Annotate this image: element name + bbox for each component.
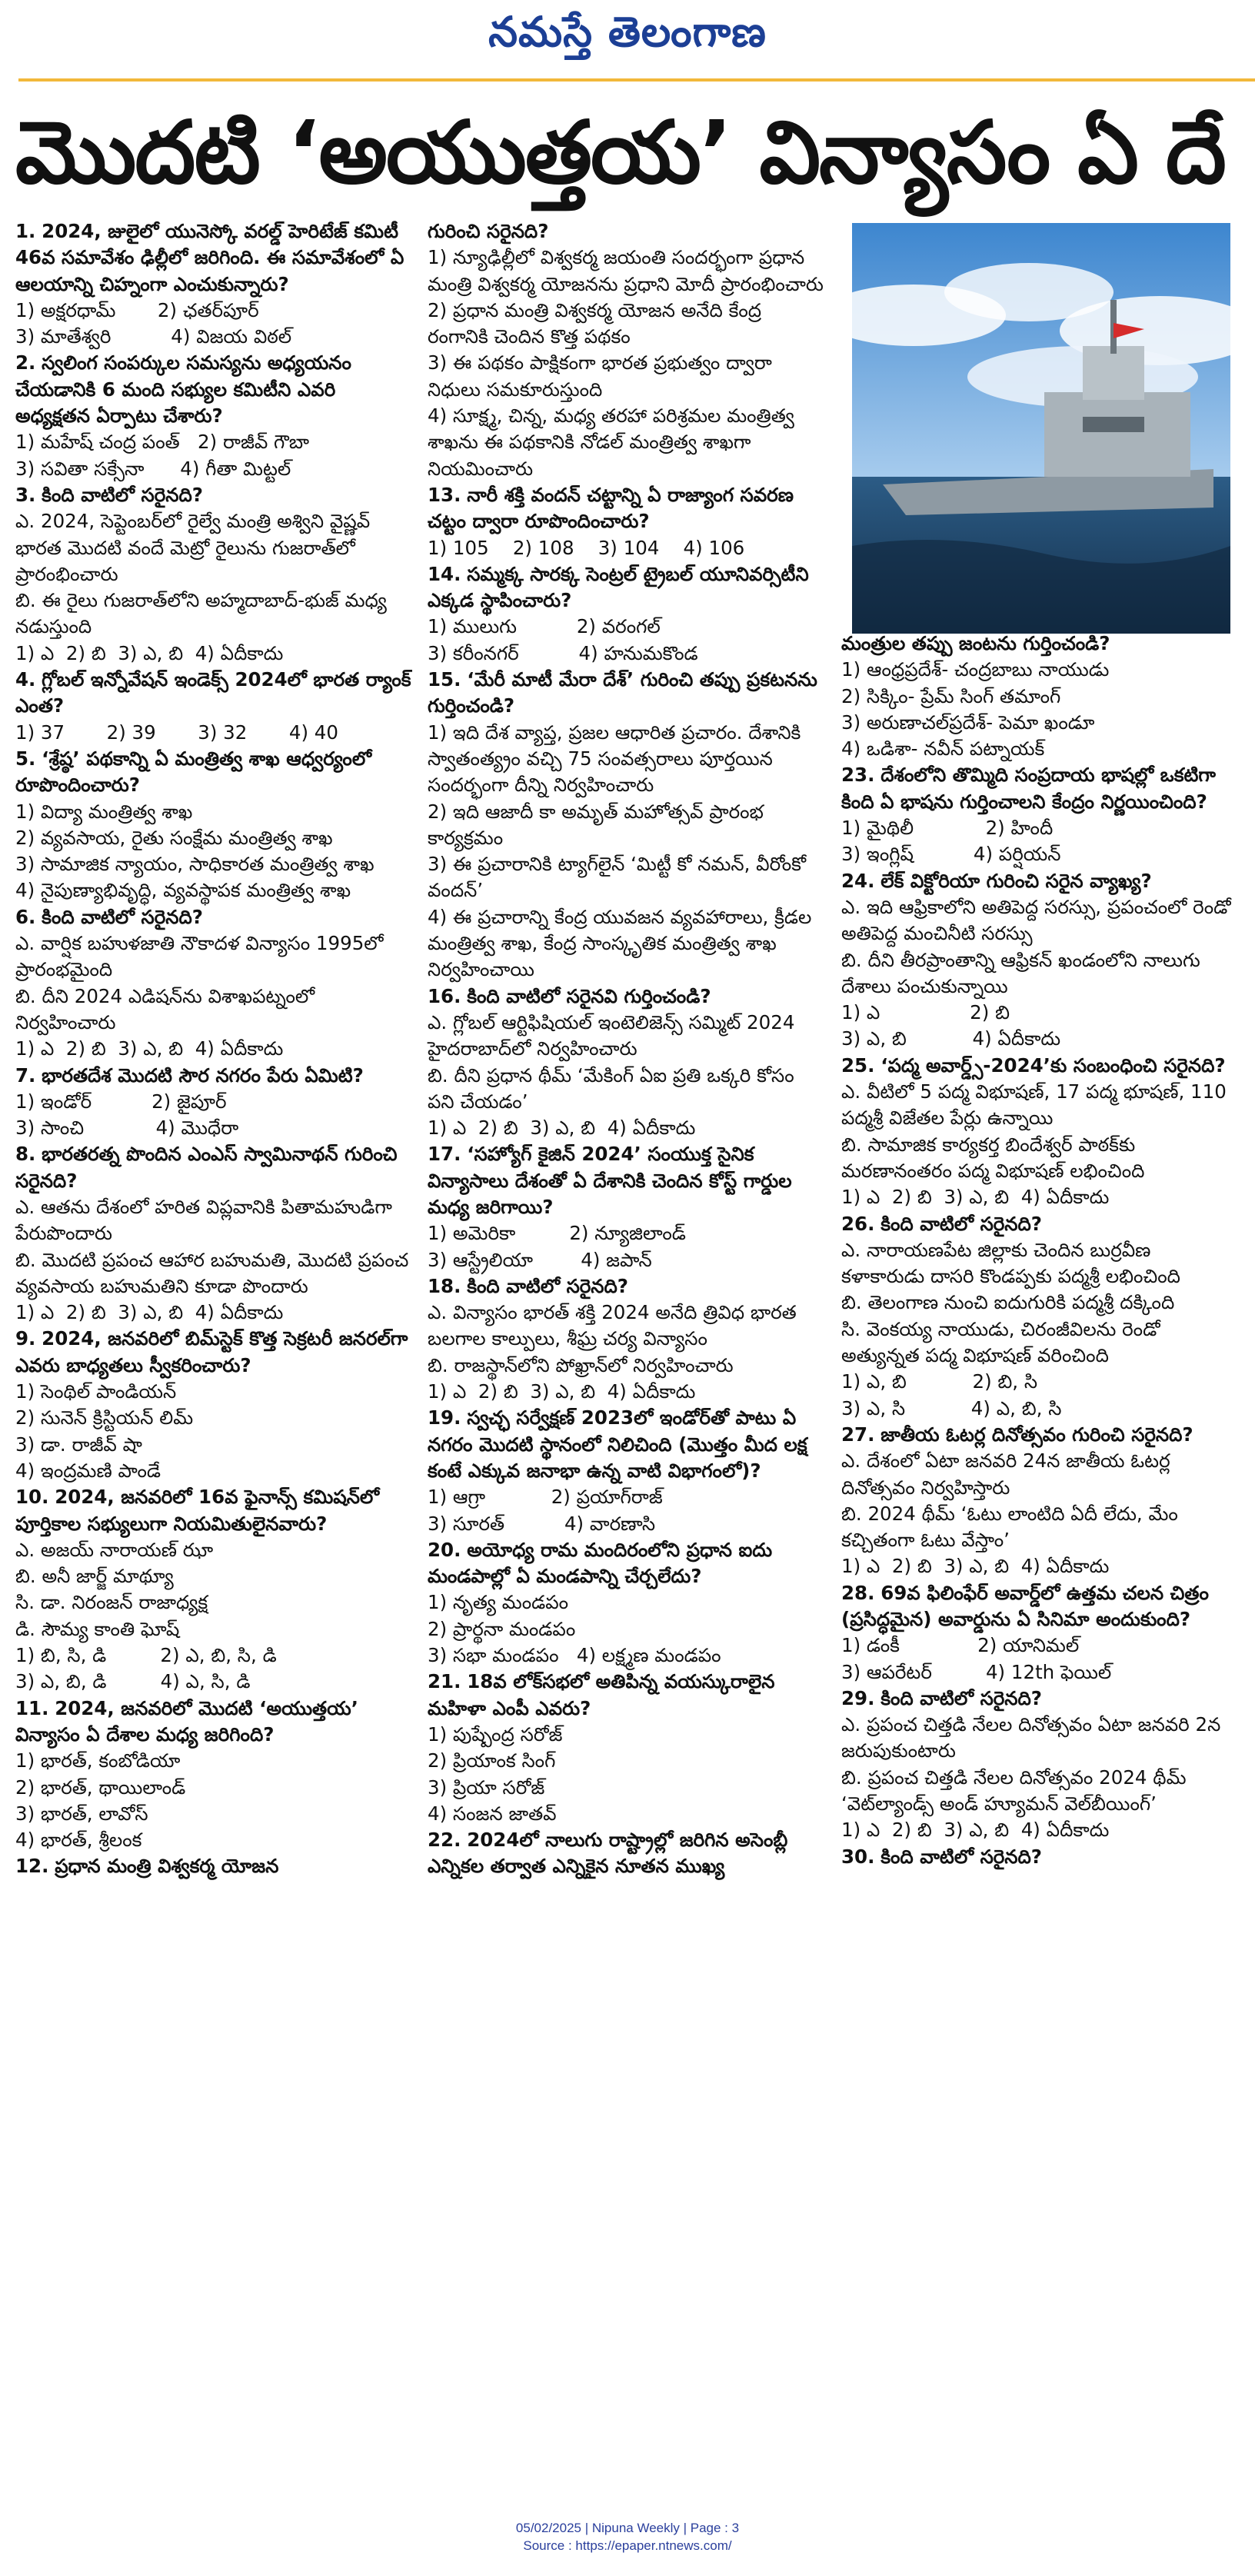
answer-option: ఎ. నారాయణపేట జిల్లాకు చెందిన బుర్రవీణ కళాకారుడు దాసరి కొండప్పకు పద్మశ్రీ లభించింది [841, 1238, 1180, 1288]
answer-option: 3) సాంచి 4) మొధేరా [15, 1117, 239, 1140]
answer-option: సి. వెంకయ్య నాయుడు, చిరంజీవిలను రెండో అత్యున్నత పద్మ విభూషణ్ వరించింది [841, 1317, 1167, 1367]
question-item [15, 1141, 415, 1326]
question-number: 13. [428, 483, 461, 506]
question-number: 19. [428, 1406, 461, 1429]
answer-option: 3) అరుణాచల్‌ప్రదేశ్- పెమా ఖండూ [841, 711, 1095, 734]
ship-photo-svg [852, 223, 1230, 634]
answer-option: 4) ఈ ప్రచారాన్ని కేంద్ర యువజన వ్యవహారాలు, క్రీడల మంత్రిత్వ శాఖ, కేంద్ర సాంస్కృతిక మంత్రిత్వ శాఖ నిర్వహించాయి [428, 905, 818, 981]
answer-option: 3) ఇంగ్లిష్ 4) పర్షియన్ [841, 843, 1061, 866]
answer-option: 1) నృత్య మండపం [428, 1591, 569, 1614]
answer-option: 2) ప్రార్థనా మండపం [428, 1617, 576, 1640]
answer-option: 1) మహేష్ చంద్ర పంత్ 2) రాజీవ్ గౌబా [15, 431, 310, 454]
answer-option: 3) భారత్, లావోస్ [15, 1802, 148, 1825]
question-stem: కింది వాటిలో సరైనది? [880, 1686, 1043, 1709]
answer-option: 4) ఒడిశా- నవీన్ పట్నాయక్ [841, 737, 1045, 760]
question-number: 20. [428, 1538, 461, 1561]
question-text [15, 667, 412, 720]
question-stem: ‘శ్రేష్ఠ’ పథకాన్ని ఏ మంత్రిత్వ శాఖ ఆధ్వర్యంలో రూపొందించారు? [15, 747, 372, 797]
answer-option: 3) ఈ ప్రచారానికి ట్యాగ్‌లైన్ ‘మిట్టీ కో నమన్, వీరోంకో వందన్’ [428, 853, 812, 902]
question-stem: కింది వాటిలో సరైనవి గుర్తించండి? [467, 984, 711, 1007]
question-item [15, 1326, 412, 1484]
question-stem: కింది వాటిలో సరైనది? [880, 1845, 1043, 1868]
question-number: 3. [15, 483, 36, 506]
question-stem: 18వ లోక్‌సభలో అతిపిన్న వయస్కురాలైన మహిళా ఎంపీ ఎవరు? [428, 1670, 775, 1719]
question-number: 2. [15, 351, 36, 374]
answer-option: 1) ఎ 2) బి 3) ఎ, బి 4) ఏదీకాదు [428, 1380, 696, 1403]
answer-option: 4) నైపుణ్యాభివృద్ధి, వ్యవస్థాపక మంత్రిత్వ శాఖ [15, 879, 351, 902]
answer-option: బి. దీని ప్రధాన థీమ్ ‘మేకింగ్ ఏఐ ప్రతి ఒక్కరి కోసం పని చేయడం’ [428, 1063, 801, 1113]
answer-option: 1) ఎ 2) బి 3) ఎ, బి 4) ఏదీకాదు [428, 1117, 696, 1140]
question-number: 4. [15, 668, 36, 691]
question-text [428, 1537, 824, 1590]
question-number: 23. [841, 764, 875, 787]
answer-option: ఎ. అజయ్ నారాయణ్ ఝా [15, 1538, 214, 1561]
answer-option: 3) ఎ, బి, డి 4) ఎ, సి, డి [15, 1670, 251, 1693]
question-stem: గురించి సరైనది? [428, 220, 549, 242]
question-item [841, 868, 1237, 1053]
question-column-middle [428, 218, 824, 2494]
answer-option: ఎ. గ్లోబల్ ఆర్టిఫిషియల్ ఇంటెలిజెన్స్ సమ్మిట్ 2024 హైదరాబాద్‌లో నిర్వహించారు [428, 1010, 801, 1060]
answer-option: 1) సెంథిల్ పాండియన్ [15, 1380, 177, 1403]
answer-option: 1) బి, సి, డి 2) ఎ, బి, సి, డి [15, 1644, 277, 1667]
answer-option: 3) ఆస్ట్రేలియా 4) జపాన్ [428, 1248, 652, 1271]
question-column-left [15, 218, 415, 2494]
question-text [428, 667, 824, 720]
question-item [15, 1484, 412, 1695]
question-text [15, 904, 412, 930]
answer-option: బి. ఈ రైలు గుజరాత్‌లోని అహ్మదాబాద్-భుజ్ మధ్య నడుస్తుంది [15, 589, 393, 638]
question-number: 18. [428, 1274, 461, 1297]
question-number: 24. [841, 869, 875, 892]
answer-option: ఎ. 2024, సెప్టెంబర్‌లో రైల్వే మంత్రి అశ్విని వైష్ణవ్ భారత మొదటి వందే మెట్రో రైలును గుజరాత్‌లో ప్రారంభించారు [15, 510, 376, 585]
question-number: 9. [15, 1327, 36, 1350]
question-item [428, 218, 824, 482]
answer-option: 1) ఎ 2) బి 3) ఎ, బి 4) ఏదీకాదు [841, 1555, 1110, 1578]
question-text [15, 350, 412, 429]
answer-option: ఎ. విన్యాసం భారత్ శక్తి 2024 అనేది త్రివిధ భారత బలగాల కాల్పులు, శీఘ్ర చర్య విన్యాసం [428, 1301, 803, 1350]
question-item [15, 218, 412, 350]
question-item [841, 1422, 1232, 1580]
answer-option: బి. 2024 థీమ్ ‘ఓటు లాంటిది ఏదీ లేదు, మేం కచ్చితంగా ఓటు వేస్తాం’ [841, 1502, 1184, 1552]
question-number: 17. [428, 1143, 461, 1166]
question-stem: స్వలింగ సంపర్కుల సమస్యను అధ్యయనం చేయడానికి 6 మంది సభ్యుల కమిటీని ఎవరి అధ్యక్షతన ఏర్పాటు చేశారు? [15, 351, 351, 428]
question-text [428, 218, 824, 245]
question-item [428, 1141, 824, 1273]
question-text [428, 561, 824, 614]
question-stem: కింది వాటిలో సరైనది? [42, 483, 203, 506]
question-stem: 2024, జులైలో యునెస్కో వరల్డ్ హెరిటేజ్ కమిటీ 46వ సమావేశం ఢిల్లీలో జరిగింది. ఈ సమావేశంలో ఏ ఆలయాన్ని చిహ్నంగా ఎంచుకున్నారు? [15, 220, 404, 295]
question-stem: కింది వాటిలో సరైనది? [880, 1212, 1043, 1235]
question-stem: జాతీయ ఓటర్ల దినోత్సవం గురించి సరైనది? [880, 1423, 1193, 1446]
answer-option: 2) ఇది ఆజాదీ కా అమృత్ మహోత్సవ్ ప్రారంభ కార్యక్రమం [428, 800, 770, 849]
question-item [428, 1405, 824, 1536]
question-text [841, 1053, 1232, 1079]
answer-option: 3) ఈ పథకం పాక్షికంగా భారత ప్రభుత్వం ద్వారా నిధులు సమకూరుస్తుంది [428, 351, 778, 401]
question-stem: ‘సహ్యోగ్ కైజిన్ 2024’ సంయుక్త సైనిక విన్యాసాలు దేశంతో ఏ దేశానికి చెందిన కోస్ట్ గార్డుల మధ్య జరిగాయి? [428, 1143, 792, 1218]
question-number: 21. [428, 1670, 461, 1693]
question-item [428, 1669, 824, 1827]
answer-option: 3) ప్రియా సరోజ్ [428, 1776, 545, 1799]
question-item [841, 1580, 1232, 1686]
question-item [841, 1211, 1232, 1422]
question-item [15, 350, 412, 481]
question-item [841, 762, 1232, 867]
answer-option: 1) ఆంధ్రప్రదేశ్- చంద్రబాబు నాయుడు [841, 658, 1110, 681]
answer-option: 1) ములుగు 2) వరంగల్ [428, 615, 661, 638]
question-item [15, 667, 412, 746]
question-item [428, 1273, 824, 1405]
question-item [428, 482, 824, 561]
question-number: 22. [428, 1829, 461, 1852]
answer-option: 3) సూరత్ 4) వారణాసి [428, 1512, 656, 1535]
masthead [0, 0, 1255, 74]
question-stem: 2024, జనవరిలో బిమ్‌స్టెక్ కొత్త సెక్రటరీ జనరల్‌గా ఎవరు బాధ్యతలు స్వీకరించారు? [15, 1327, 408, 1376]
answer-option: 2) వ్యవసాయ, రైతు సంక్షేమ మంత్రిత్వ శాఖ [15, 826, 333, 849]
question-stem: 2024లో నాలుగు రాష్ట్రాల్లో జరిగిన అసెంబ్లీ ఎన్నికల తర్వాత ఎన్నికైన నూతన ముఖ్య [428, 1829, 788, 1878]
answer-option: 2) ప్రియాంక సింగ్ [428, 1749, 556, 1772]
answer-option: డి. సౌమ్య కాంతి ఘోష్ [15, 1617, 180, 1640]
question-item [841, 1844, 1232, 1870]
answer-option: బి. రాజస్థాన్‌లోని పోఖ్రాన్‌లో నిర్వహించారు [428, 1353, 734, 1376]
question-stem: కింది వాటిలో సరైనది? [42, 905, 203, 928]
question-stem: ప్రధాన మంత్రి విశ్వకర్మ యోజన [55, 1855, 279, 1878]
question-stem: 69వ ఫిలింఫేర్ అవార్డ్‌లో ఉత్తమ చలన చిత్రం (ప్రసిద్ధమైన) అవార్డును ఏ సినిమా అందుకుంది? [841, 1581, 1209, 1630]
question-text [428, 983, 824, 1010]
question-item [15, 746, 412, 904]
question-text [428, 1405, 824, 1484]
question-text [428, 1141, 824, 1220]
question-stem: నారీ శక్తి వందన్ చట్టాన్ని ఏ రాజ్యాంగ సవరణ చట్టం ద్వారా రూపొందించారు? [428, 483, 794, 533]
footer-date-line: 05/02/2025 | Nipuna Weekly | Page : 3 [515, 2521, 740, 2535]
answer-option: 1) ఎ 2) బి 3) ఎ, బి 4) ఏదీకాదు [15, 1037, 284, 1060]
question-stem: ‘మేరీ మాటీ మేరా దేశ్’ గురించి తప్పు ప్రకటనను గుర్తించండి? [428, 668, 817, 717]
question-stem: సమ్మక్క సారక్క సెంట్రల్ ట్రైబల్ యూనివర్సిటీని ఎక్కడ స్థాపించారు? [428, 562, 809, 612]
question-item [841, 631, 1232, 762]
answer-option: 1) ఎ 2) బి 3) ఎ, బి 4) ఏదీకాదు [841, 1186, 1110, 1209]
question-item [428, 1827, 824, 1880]
answer-option: 1) 37 2) 39 3) 32 4) 40 [15, 721, 338, 744]
question-item [15, 1063, 412, 1142]
answer-option: 3) ఎ, సి 4) ఎ, బి, సి [841, 1396, 1062, 1419]
question-item [428, 983, 824, 1142]
question-stem: గ్లోబల్ ఇన్నోవేషన్ ఇండెక్స్ 2024లో భారత ర్యాంక్ ఎంత? [15, 668, 411, 717]
question-item [841, 1053, 1232, 1211]
answer-option: 2) భారత్, థాయిలాండ్ [15, 1776, 186, 1799]
question-text [15, 1326, 412, 1379]
question-number: 27. [841, 1423, 875, 1446]
answer-option: 1) ఎ 2) బి [841, 1001, 1010, 1024]
answer-option: బి. తెలంగాణ నుంచి ఐదుగురికి పద్మశ్రీ దక్కింది [841, 1291, 1175, 1314]
answer-option: 1) భారత్, కంబోడియా [15, 1749, 181, 1772]
answer-option: బి. దీని 2024 ఎడిషన్‌ను విశాఖపట్నంలో నిర్వహించారు [15, 984, 321, 1033]
question-stem: భారతరత్న పొందిన ఎంఎస్ స్వామినాథన్ గురించి సరైనది? [15, 1143, 398, 1192]
newspaper-logo-title: నమస్తే తెలంగాణ [488, 7, 767, 56]
question-text [428, 1827, 824, 1880]
question-text [841, 631, 1232, 657]
answer-option: 4) ఇంద్రమణి పాండే [15, 1459, 161, 1482]
answer-option: 1) 105 2) 108 3) 104 4) 106 [428, 536, 745, 559]
question-text [428, 1273, 824, 1300]
question-text [841, 1686, 1232, 1712]
question-number: 5. [15, 747, 36, 770]
question-number: 25. [841, 1053, 875, 1077]
question-text [15, 1696, 412, 1749]
question-number: 7. [15, 1063, 36, 1087]
answer-option: 1) విద్యా మంత్రిత్వ శాఖ [15, 800, 193, 823]
question-number: 26. [841, 1212, 875, 1235]
answer-option: 3) సామాజిక న్యాయం, సాధికారత మంత్రిత్వ శాఖ [15, 853, 375, 876]
answer-option: 1) ఎ 2) బి 3) ఎ, బి 4) ఏదీకాదు [15, 1301, 284, 1324]
answer-option: 3) సభా మండపం 4) లక్ష్మణ మండపం [428, 1644, 721, 1667]
question-item [15, 482, 412, 667]
question-column-right [841, 631, 1237, 2496]
answer-option: 1) అక్షరధామ్ 2) ఛతర్‌పూర్ [15, 298, 259, 321]
question-text [841, 762, 1232, 815]
question-number: 8. [15, 1143, 36, 1166]
footer-source-line: Source : https://epaper.ntnews.com/ [523, 2538, 732, 2553]
answer-option: ఎ. ఇది ఆఫ్రికాలోని అతిపెద్ద సరస్సు, ప్రపంచంలో రెండో అతిపెద్ద మంచినీటి సరస్సు [841, 895, 1237, 945]
answer-option: 1) న్యూఢిల్లీలో విశ్వకర్మ జయంతి సందర్భంగా ప్రధాన మంత్రి విశ్వకర్మ యోజనను ప్రధాని మోదీ ప్రారంభించారు [428, 246, 824, 295]
page-footer [0, 2519, 1255, 2554]
question-item [841, 1686, 1232, 1844]
question-number: 6. [15, 905, 36, 928]
question-item [15, 904, 412, 1063]
question-number: 28. [841, 1581, 875, 1604]
answer-option: ఎ. ప్రపంచ చిత్తడి నేలల దినోత్సవం ఏటా జనవరి 2న జరుపుకుంటారు [841, 1713, 1227, 1762]
question-text [15, 1063, 412, 1089]
question-text [841, 1211, 1232, 1237]
question-item [428, 1537, 824, 1669]
answer-option: 2) సునెన్ క్రిస్టియన్ లిమ్ [15, 1406, 194, 1429]
answer-option: 2) ప్రధాన మంత్రి విశ్వకర్మ యోజన అనేది కేంద్ర రంగానికి చెందిన కొత్త పథకం [428, 298, 767, 348]
question-item [428, 561, 824, 667]
answer-option: 1) పుష్పేంద్ర సరోజ్ [428, 1722, 563, 1746]
question-number: 12. [15, 1855, 49, 1878]
masthead-rule [18, 78, 1255, 82]
answer-option: 1) ఇది దేశ వ్యాప్త, ప్రజల ఆధారిత ప్రచారం. దేశానికి స్వాతంత్య్రం వచ్చి 75 సంవత్సరాలు పూర్తయిన సందర్భంగా దీన్ని నిర్వహించారు [428, 721, 807, 797]
question-number: 15. [428, 668, 461, 691]
question-item [15, 1696, 412, 1854]
question-stem: భారతదేశ మొదటి సౌర నగరం పేరు ఏమిటి? [42, 1063, 364, 1087]
answer-option: బి. ప్రపంచ చిత్తడి నేలల దినోత్సవం 2024 థీమ్ ‘వెట్‌ల్యాండ్స్ అండ్ హ్యూమన్ వెల్‌బీయింగ్’ [841, 1766, 1193, 1816]
answer-option: బి. అనీ జార్జ్ మాథ్యూ [15, 1565, 174, 1588]
question-number: 10. [15, 1486, 49, 1509]
question-text [15, 746, 412, 799]
question-text [841, 1422, 1232, 1448]
question-number: 11. [15, 1696, 49, 1719]
question-text [841, 1844, 1232, 1870]
answer-option: 3) డా. రాజీవ్ షా [15, 1433, 142, 1456]
question-text [15, 218, 412, 298]
question-text [15, 1141, 412, 1194]
question-text [428, 482, 824, 535]
question-stem: దేశంలోని తొమ్మిది సంప్రదాయ భాషల్లో ఒకటిగా కింది ఏ భాషను గుర్తించాలని కేంద్రం నిర్ణయించింది? [841, 764, 1216, 813]
answer-option: ఎ. దేశంలో ఏటా జనవరి 24న జాతీయ ఓటర్ల దినోత్సవం నిర్వహిస్తారు [841, 1449, 1177, 1499]
question-number: 14. [428, 562, 461, 585]
answer-option: 1) డంకీ 2) యానిమల్ [841, 1634, 1080, 1657]
question-stem: 2024, జనవరిలో మొదటి ‘అయుత్తయ’ విన్యాసం ఏ దేశాల మధ్య జరిగింది? [15, 1696, 358, 1746]
question-text [15, 482, 412, 508]
answer-option: బి. మొదటి ప్రపంచ ఆహార బహుమతి, మొదటి ప్రపంచ వ్యవసాయ బహుమతిని కూడా పొందారు [15, 1248, 415, 1297]
question-number: 1. [15, 220, 36, 242]
answer-option: 1) మైథిలీ 2) హిందీ [841, 817, 1054, 840]
answer-option: 1) ఎ 2) బి 3) ఎ, బి 4) ఏదీకాదు [15, 641, 284, 664]
answer-option: 3) సవితా సక్సేనా 4) గీతా మిట్టల్ [15, 457, 291, 480]
question-text [841, 1580, 1232, 1633]
question-text [15, 1853, 412, 1879]
navy-ship-photo [852, 223, 1230, 634]
question-stem: ‘పద్మ అవార్డ్స్-2024’కు సంబంధించి సరైనది? [880, 1053, 1226, 1077]
answer-option: 2) సిక్కిం- ప్రేమ్ సింగ్ తమాంగ్ [841, 684, 1061, 707]
question-stem: అయోధ్య రామ మందిరంలోని ప్రధాన ఐదు మండపాల్లో ఏ మండపాన్ని చేర్చలేదు? [428, 1538, 773, 1588]
question-stem: కింది వాటిలో సరైనది? [467, 1274, 629, 1297]
question-item [428, 667, 824, 983]
answer-option: 4) భారత్, శ్రీలంక [15, 1829, 142, 1852]
answer-option: 4) సంజన జాతవ్ [428, 1802, 557, 1825]
question-number: 16. [428, 984, 461, 1007]
question-stem: లేక్ విక్టోరియా గురించి సరైన వ్యాఖ్య? [880, 869, 1152, 892]
page-headline: మొదటి ‘అయుత్తయ’ విన్యాసం ఏ దే [15, 103, 1225, 203]
answer-option: 3) ఎ, బి 4) ఏదీకాదు [841, 1027, 1061, 1050]
question-stem: మంత్రుల తప్పు జంటను గుర్తించండి? [841, 632, 1110, 654]
question-text [428, 1669, 824, 1722]
answer-option: 4) సూక్ష్మ, చిన్న, మధ్య తరహా పరిశ్రమల మంత్రిత్వ శాఖను ఈ పథకానికి నోడల్ మంత్రిత్వ శాఖగా నియమించారు [428, 404, 801, 480]
answer-option: 1) ఎ, బి 2) బి, సి [841, 1370, 1038, 1393]
answer-option: ఎ. వీటిలో 5 పద్మ విభూషణ్, 17 పద్మ భూషణ్, 110 పద్మశ్రీ విజేతల పేర్లు ఉన్నాయి [841, 1080, 1233, 1130]
answer-option: ఎ. వార్షిక బహుళజాతి నౌకాదళ విన్యాసం 1995లో ప్రారంభమైంది [15, 932, 390, 981]
answer-option: 1) అమెరికా 2) న్యూజిలాండ్ [428, 1222, 686, 1245]
answer-option: ఎ. ఆతను దేశంలో హరిత విప్లవానికి పితామహుడిగా పేరుపొందారు [15, 1195, 398, 1245]
answer-option: 1) ఎ 2) బి 3) ఎ, బి 4) ఏదీకాదు [841, 1819, 1110, 1842]
answer-option: బి. సామాజిక కార్యకర్త బిందేశ్వర్ పాఠక్‌కు మరణానంతరం పద్మ విభూషణ్ లభించింది [841, 1133, 1145, 1182]
answer-option: 3) కరీంనగర్ 4) హనుమకొండ [428, 641, 698, 664]
answer-option: బి. దీని తీరప్రాంతాన్ని ఆఫ్రికన్ ఖండంలోని నాలుగు దేశాలు పంచుకున్నాయి [841, 948, 1207, 997]
answer-option: సి. డా. నిరంజన్ రాజాధ్యక్ష [15, 1591, 208, 1614]
question-number: 29. [841, 1686, 875, 1709]
answer-option: 1) ఇండోర్ 2) జైపూర్ [15, 1090, 227, 1113]
question-text [841, 868, 1232, 894]
question-text [15, 1484, 412, 1537]
answer-option: 3) ఆపరేటర్ 4) 12th ఫెయిల్ [841, 1660, 1112, 1683]
question-number: 30. [841, 1845, 875, 1868]
question-stem: 2024, జనవరిలో 16వ ఫైనాన్స్ కమిషన్‌లో పూర్తికాల సభ్యులుగా నియమితులైనవారు? [15, 1486, 380, 1535]
answer-option: 3) మాతేశ్వరి 4) విజయ విఠల్ [15, 325, 292, 348]
question-item [15, 1853, 412, 1879]
answer-option: 1) ఆగ్రా 2) ప్రయాగ్‌రాజ్ [428, 1486, 663, 1509]
question-stem: స్వచ్ఛ సర్వేక్షణ్ 2023లో ఇండోర్‌తో పాటు ఏ నగరం మొదటి స్థానంలో నిలిచింది (మొత్తం మీద లక్ష కంటే ఎక్కువ జనాభా ఉన్న వాటి విభాగంలో)? [428, 1406, 807, 1482]
